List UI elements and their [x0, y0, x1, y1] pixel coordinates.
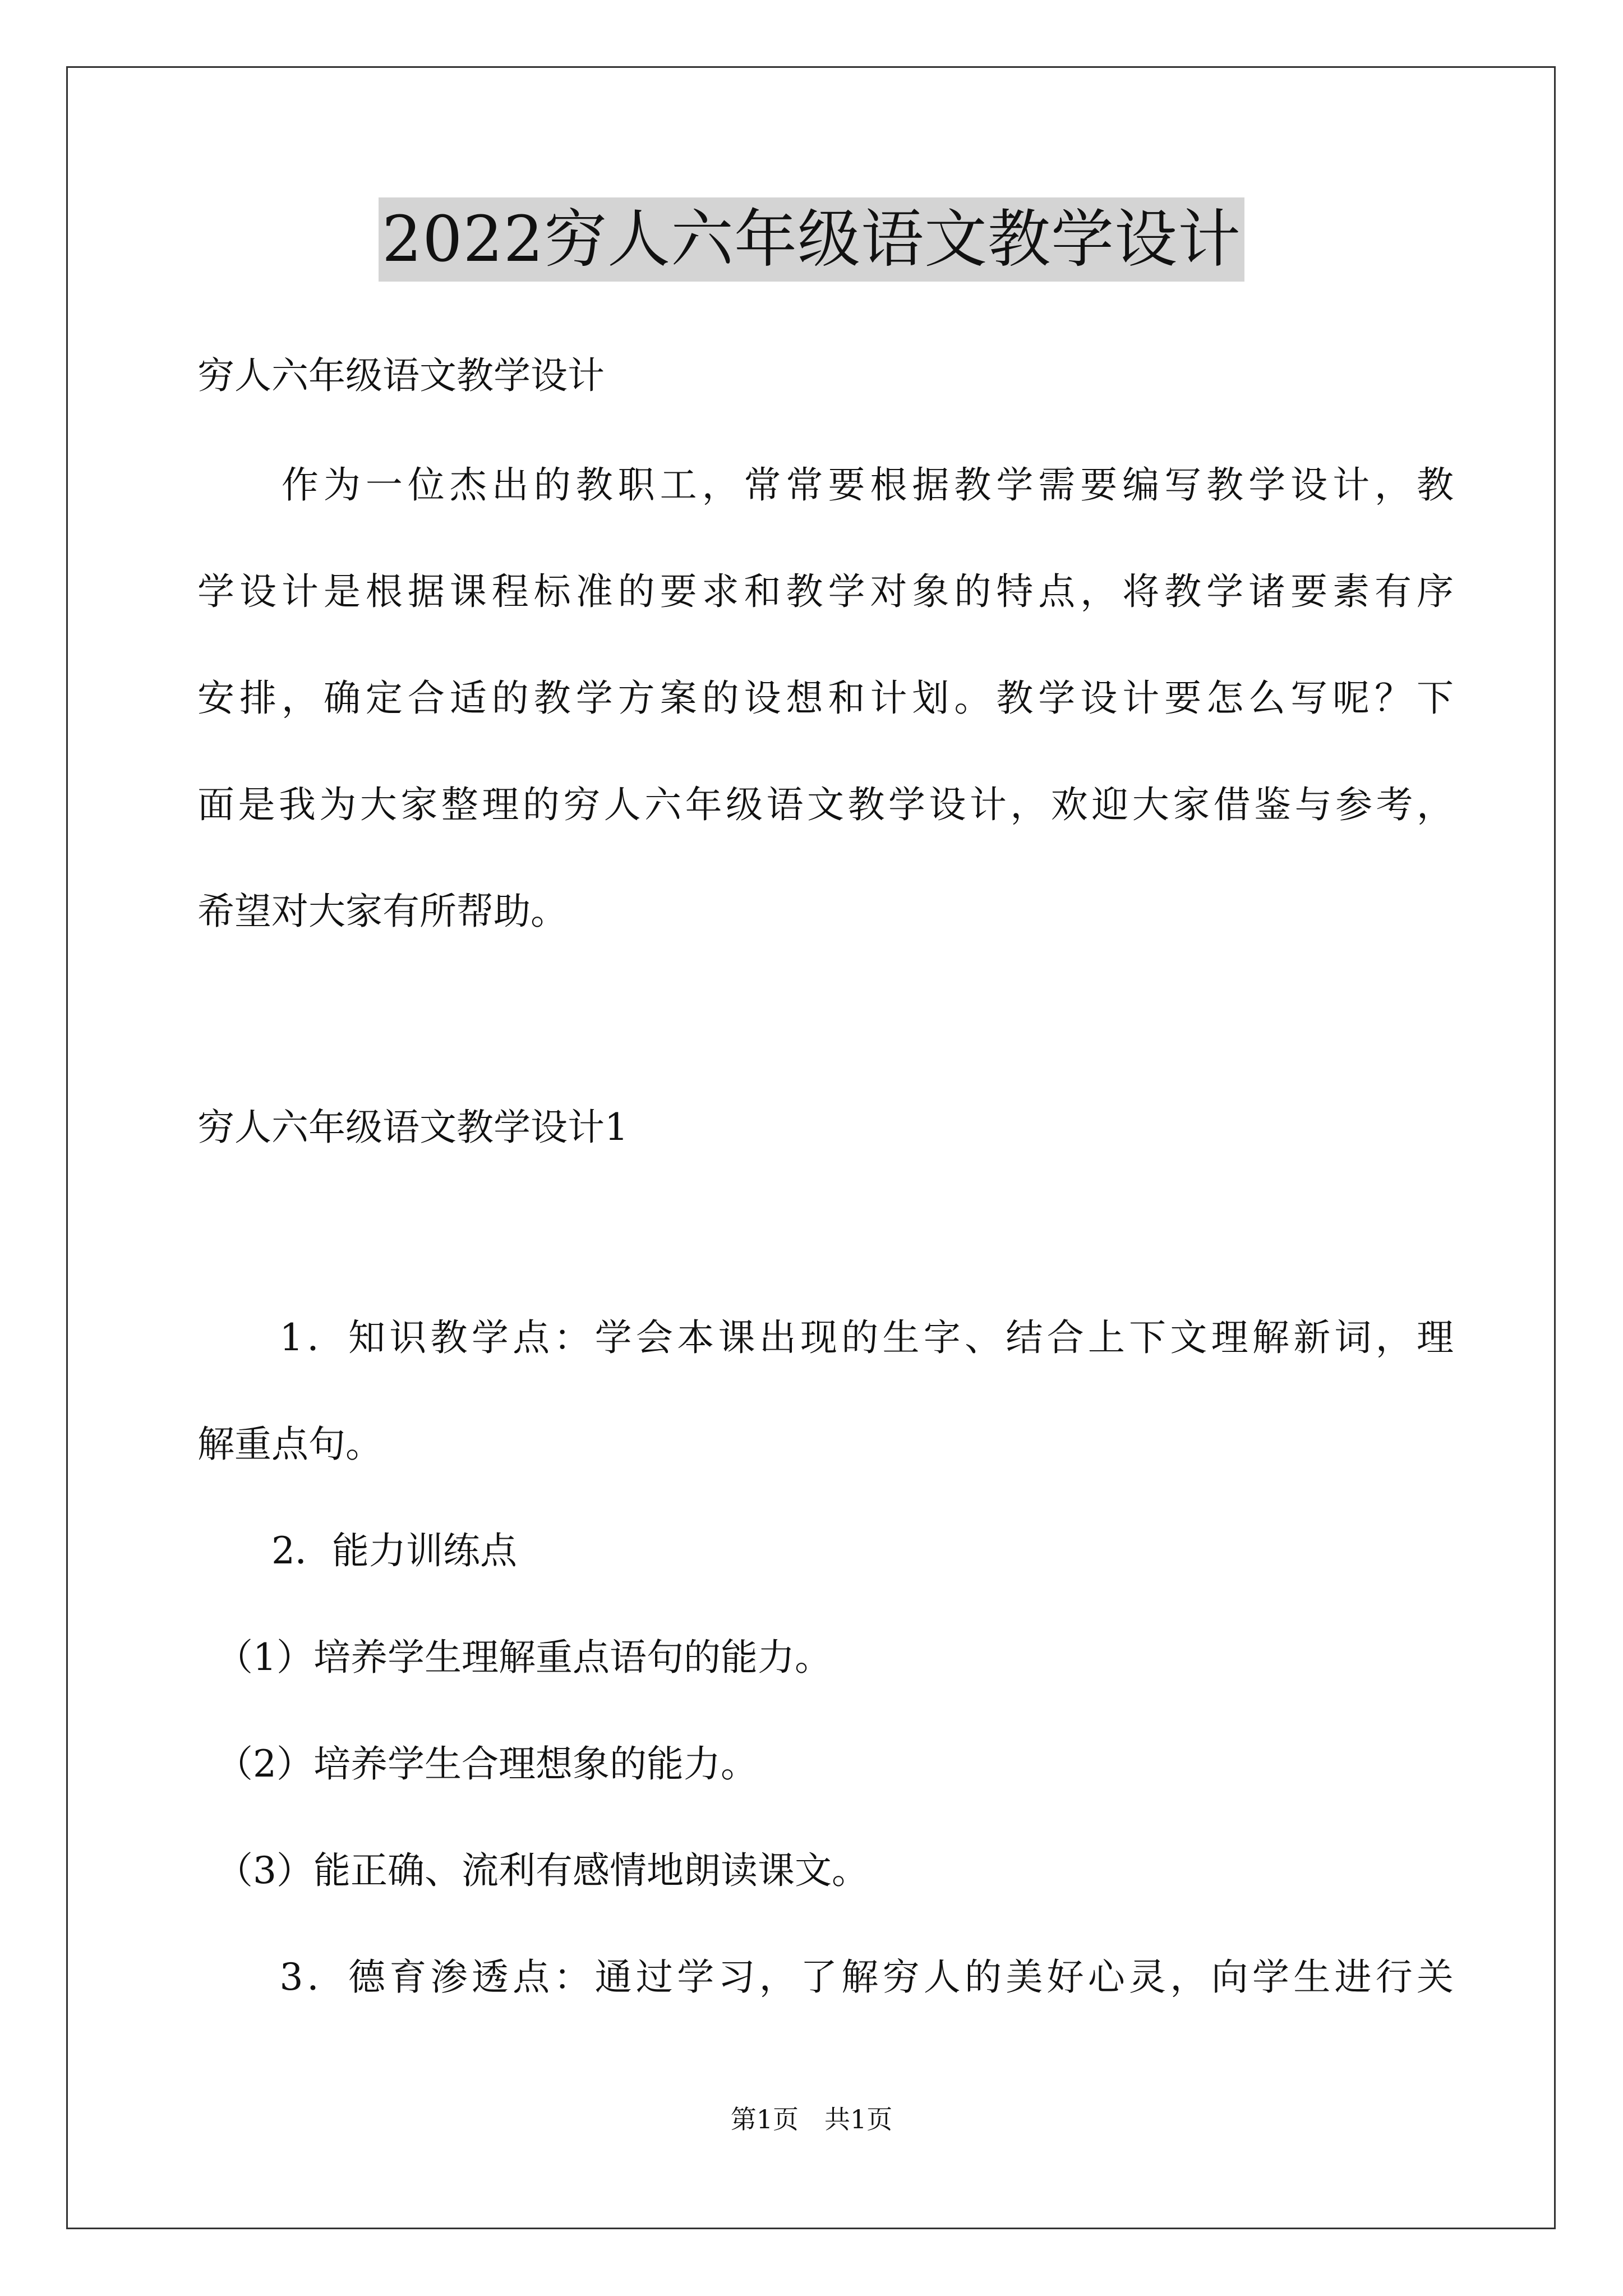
intro-line: 面是我为大家整理的穷人六年级语文教学设计，欢迎大家借鉴与参考，	[197, 783, 1454, 826]
page-footer: 第1页 共1页	[730, 2104, 893, 2134]
title-container	[0, 197, 1623, 282]
body-line: 解重点句。	[197, 1423, 382, 1466]
intro-line: 安排，确定合适的教学方案的设想和计划。教学设计要怎么写呢？下	[197, 677, 1454, 720]
body-line: （1）培养学生理解重点语句的能力。	[197, 1636, 832, 1679]
section-heading: 穷人六年级语文教学设计1	[197, 1106, 628, 1149]
intro-line: 作为一位杰出的教职工，常常要根据教学需要编写教学设计，教	[197, 463, 1454, 507]
body-line: （2）培养学生合理想象的能力。	[197, 1742, 758, 1786]
body-line: 3．德育渗透点：通过学习，了解穷人的美好心灵，向学生进行关	[197, 1955, 1454, 1999]
intro-line: 希望对大家有所帮助。	[197, 890, 568, 933]
document-title: 2022穷人六年级语文教学设计	[379, 197, 1244, 282]
body-line: 2．能力训练点	[197, 1529, 517, 1572]
intro-line: 学设计是根据课程标准的要求和教学对象的特点，将教学诸要素有序	[197, 570, 1454, 613]
document-subtitle: 穷人六年级语文教学设计	[197, 354, 605, 397]
body-line: 1．知识教学点：学会本课出现的生字、结合上下文理解新词，理	[197, 1316, 1454, 1359]
body-line: （3）能正确、流利有感情地朗读课文。	[197, 1849, 869, 1892]
